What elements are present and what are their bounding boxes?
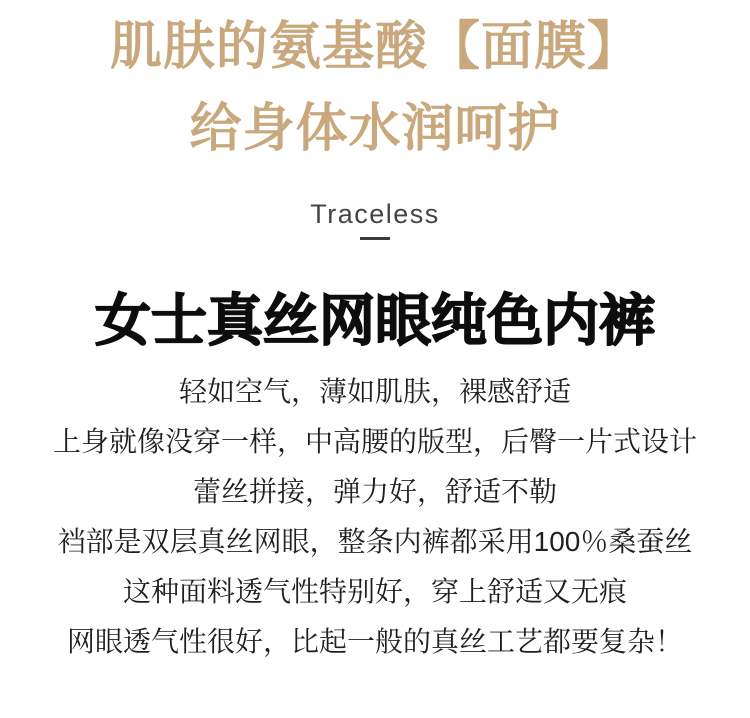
product-title: 女士真丝网眼纯色内裤 xyxy=(95,289,655,352)
description-line: 上身就像没穿一样，中高腰的版型，后臀一片式设计 xyxy=(52,426,697,457)
brand-underline xyxy=(360,237,390,240)
description-line: 网眼透气性很好，比起一般的真丝工艺都要复杂！ xyxy=(66,626,683,657)
description-line: 这种面料透气性特别好，穿上舒适又无痕 xyxy=(122,576,627,607)
description-line: 轻如空气，薄如肌肤，裸感舒适 xyxy=(178,376,571,407)
description-line: 蕾丝拼接，弹力好，舒适不勒 xyxy=(192,476,557,507)
banner-line-1: 肌肤的氨基酸【面膜】 xyxy=(109,18,640,76)
banner-line-2: 给身体水润呵护 xyxy=(189,100,561,158)
brand-label: Traceless xyxy=(310,199,440,229)
description-line: 裆部是双层真丝网眼，整条内裤都采用100％桑蚕丝 xyxy=(57,526,693,557)
description xyxy=(0,367,750,667)
banner xyxy=(0,0,750,170)
